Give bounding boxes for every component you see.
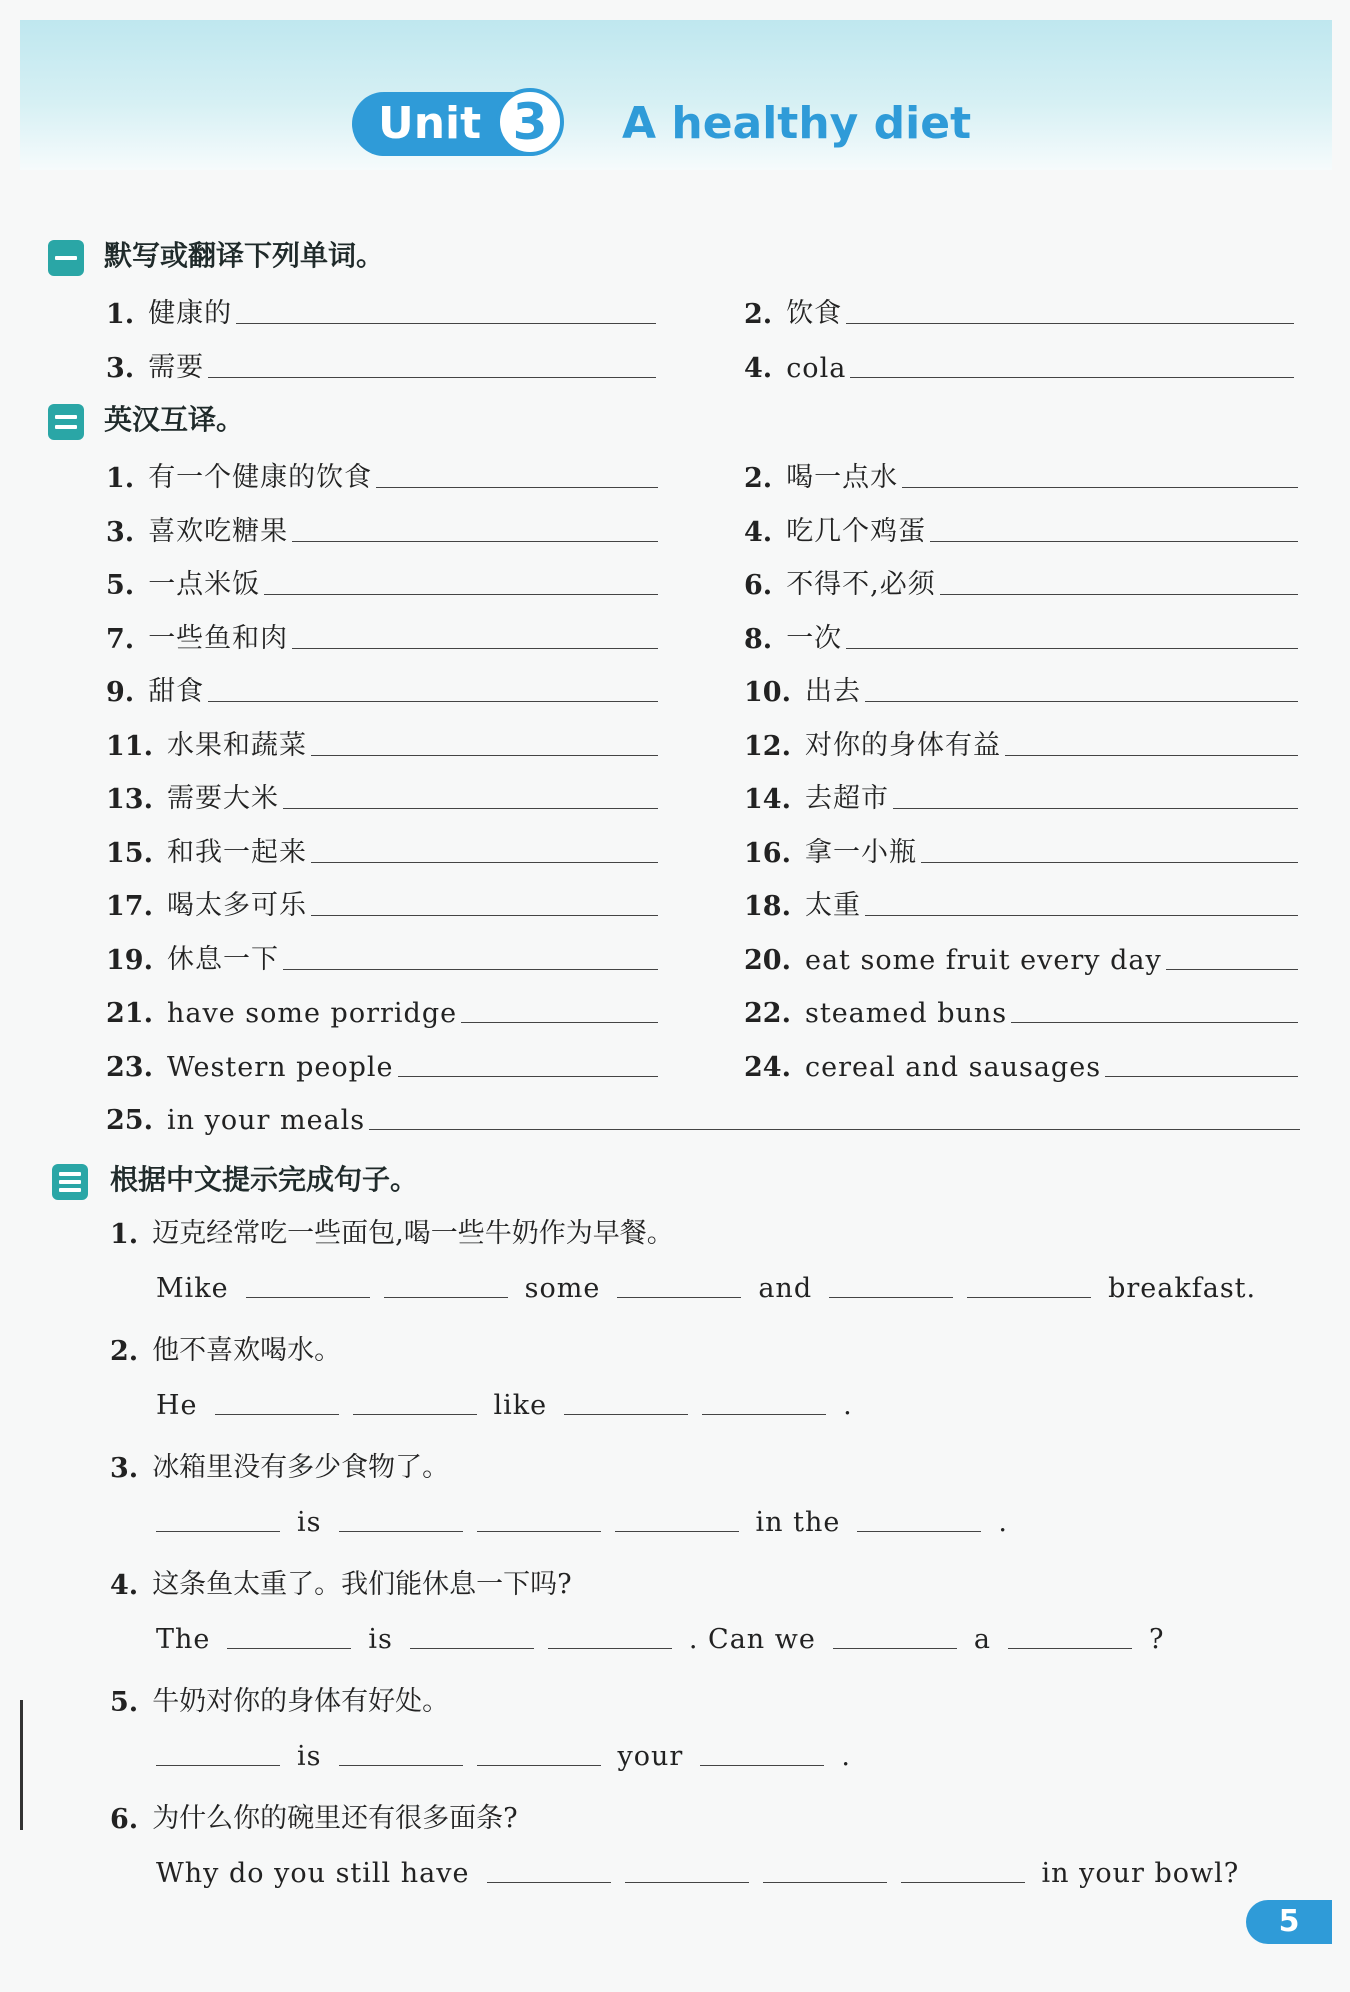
sentence-prompt xyxy=(110,1795,518,1835)
item-number: 12. xyxy=(744,730,791,762)
item-prompt: cereal and sausages xyxy=(804,1051,1102,1083)
answer-blank[interactable] xyxy=(236,322,656,324)
sentence-word: breakfast. xyxy=(1108,1273,1257,1304)
answer-blank[interactable] xyxy=(865,914,1298,916)
exercise-item xyxy=(744,290,1294,330)
answer-blank[interactable] xyxy=(1005,754,1298,756)
item-number: 2. xyxy=(744,463,773,494)
answer-blank[interactable] xyxy=(156,1764,280,1766)
exercise-item xyxy=(744,668,1298,708)
unit-number-circle: 3 xyxy=(496,88,564,156)
answer-blank[interactable] xyxy=(477,1764,601,1766)
exercise-item xyxy=(106,829,658,869)
item-number: 24. xyxy=(744,1051,791,1083)
item-prompt: 休息一下 xyxy=(166,943,279,975)
answer-blank[interactable] xyxy=(208,700,658,702)
item-number: 5. xyxy=(106,570,135,601)
item-prompt: 水果和蔬菜 xyxy=(166,729,307,761)
answer-blank[interactable] xyxy=(901,1881,1025,1883)
sentence-prompt xyxy=(110,1678,449,1718)
exercise-item xyxy=(106,454,658,494)
english-sentence xyxy=(156,1498,1018,1538)
item-number: 3. xyxy=(106,516,135,548)
item-prompt: 需要 xyxy=(148,352,205,383)
sentence-word: . xyxy=(841,1741,851,1772)
item-number: 2. xyxy=(110,1336,139,1367)
answer-blank[interactable] xyxy=(353,1413,477,1415)
chinese-hint: 他不喜欢喝水。 xyxy=(152,1335,342,1366)
item-number: 8. xyxy=(744,623,773,655)
answer-blank[interactable] xyxy=(283,807,658,809)
sentence-word: is xyxy=(297,1741,322,1772)
answer-blank[interactable] xyxy=(398,1075,659,1077)
answer-blank[interactable] xyxy=(930,540,1298,542)
exercise-item xyxy=(744,508,1298,548)
answer-blank[interactable] xyxy=(156,1530,280,1532)
sentence-word: He xyxy=(156,1390,198,1421)
item-prompt: 一次 xyxy=(786,622,843,654)
answer-blank[interactable] xyxy=(311,861,658,863)
english-sentence xyxy=(156,1849,1249,1889)
answer-blank[interactable] xyxy=(339,1764,463,1766)
answer-blank[interactable] xyxy=(902,486,1298,488)
answer-blank[interactable] xyxy=(369,1128,1300,1130)
answer-blank[interactable] xyxy=(829,1296,953,1298)
sentence-word: like xyxy=(493,1390,548,1421)
answer-blank[interactable] xyxy=(865,700,1298,702)
sentence-word: is xyxy=(297,1507,322,1538)
exercise-item xyxy=(744,989,1298,1029)
item-number: 10. xyxy=(744,677,791,708)
item-number: 1. xyxy=(106,299,135,330)
item-prompt: have some porridge xyxy=(166,998,458,1029)
answer-blank[interactable] xyxy=(564,1413,688,1415)
item-prompt: 和我一起来 xyxy=(166,836,307,868)
answer-blank[interactable] xyxy=(283,968,658,970)
answer-blank[interactable] xyxy=(487,1881,611,1883)
exercise-item xyxy=(744,936,1298,976)
item-number: 9. xyxy=(106,677,135,708)
item-prompt: 有一个健康的饮食 xyxy=(148,462,373,493)
sentence-word: The xyxy=(156,1624,211,1655)
exercise-item xyxy=(744,829,1298,869)
item-prompt: steamed buns xyxy=(804,998,1008,1029)
item-prompt: 喝太多可乐 xyxy=(166,890,307,921)
exercise-item xyxy=(106,1043,658,1083)
answer-blank[interactable] xyxy=(1105,1075,1298,1077)
english-sentence xyxy=(156,1615,1174,1655)
item-prompt: cola xyxy=(786,353,847,384)
sentence-prompt xyxy=(110,1210,674,1250)
sentence-word: a xyxy=(973,1624,991,1655)
exercise-item xyxy=(106,344,656,384)
exercise-item xyxy=(744,722,1298,762)
item-number: 25. xyxy=(106,1105,153,1136)
exercise-item xyxy=(744,561,1298,601)
item-number: 3. xyxy=(110,1453,139,1484)
item-prompt: eat some fruit every day xyxy=(804,944,1162,976)
sentence-word: some xyxy=(524,1273,601,1304)
item-number: 16. xyxy=(744,837,791,869)
answer-blank[interactable] xyxy=(921,861,1298,863)
answer-blank[interactable] xyxy=(617,1296,741,1298)
item-number: 5. xyxy=(110,1687,139,1718)
answer-blank[interactable] xyxy=(264,593,658,595)
item-number: 6. xyxy=(110,1804,139,1835)
answer-blank[interactable] xyxy=(410,1647,534,1649)
sentence-word: and xyxy=(758,1273,813,1304)
answer-blank[interactable] xyxy=(384,1296,508,1298)
answer-blank[interactable] xyxy=(292,540,658,542)
exercise-item xyxy=(106,561,658,601)
item-number: 23. xyxy=(106,1051,153,1083)
item-number: 4. xyxy=(110,1570,139,1601)
answer-blank[interactable] xyxy=(615,1530,739,1532)
item-prompt: 甜食 xyxy=(148,676,205,707)
answer-blank[interactable] xyxy=(227,1647,351,1649)
section-number-two-icon xyxy=(48,404,84,440)
answer-blank[interactable] xyxy=(208,376,656,378)
sentence-word: . Can we xyxy=(688,1624,816,1655)
chinese-hint: 为什么你的碗里还有很多面条? xyxy=(152,1803,518,1834)
answer-blank[interactable] xyxy=(461,1021,658,1023)
answer-blank[interactable] xyxy=(548,1647,672,1649)
exercise-item xyxy=(106,290,656,330)
section-title: 默写或翻译下列单词。 xyxy=(104,239,385,272)
item-prompt: 出去 xyxy=(804,676,861,707)
item-prompt: 一点米饭 xyxy=(148,569,261,600)
exercise-item xyxy=(106,1096,1300,1136)
exercise-item xyxy=(744,615,1298,655)
item-number: 2. xyxy=(744,299,773,330)
answer-blank[interactable] xyxy=(940,593,1298,595)
answer-blank[interactable] xyxy=(1011,1021,1298,1023)
exercise-item xyxy=(106,936,658,976)
sentence-prompt xyxy=(110,1444,449,1484)
item-prompt: 喜欢吃糖果 xyxy=(148,515,289,547)
answer-blank[interactable] xyxy=(763,1881,887,1883)
item-prompt: 不得不,必须 xyxy=(786,569,936,600)
exercise-item xyxy=(106,882,658,922)
exercise-item xyxy=(106,775,658,815)
answer-blank[interactable] xyxy=(702,1413,826,1415)
item-number: 19. xyxy=(106,944,153,976)
answer-blank[interactable] xyxy=(833,1647,957,1649)
item-prompt: Western people xyxy=(166,1051,394,1083)
item-prompt: 太重 xyxy=(804,890,861,921)
english-sentence xyxy=(156,1381,863,1421)
exercise-item xyxy=(106,668,658,708)
answer-blank[interactable] xyxy=(477,1530,601,1532)
english-sentence xyxy=(156,1732,861,1772)
item-prompt: 对你的身体有益 xyxy=(804,729,1001,761)
section-title: 英汉互译。 xyxy=(104,403,245,436)
section-title: 根据中文提示完成句子。 xyxy=(110,1163,419,1196)
sentence-prompt xyxy=(110,1561,572,1601)
sentence-word: . xyxy=(843,1390,853,1421)
chinese-hint: 牛奶对你的身体有好处。 xyxy=(152,1686,450,1717)
section-number-one-icon xyxy=(48,240,84,276)
chinese-hint: 这条鱼太重了。我们能休息一下吗? xyxy=(152,1569,572,1600)
exercise-item xyxy=(744,454,1298,494)
sentence-word: ? xyxy=(1148,1624,1165,1655)
item-number: 14. xyxy=(744,784,791,815)
sentence-word: in your bowl? xyxy=(1041,1858,1240,1889)
answer-blank[interactable] xyxy=(292,647,658,649)
item-number: 13. xyxy=(106,784,153,815)
sentence-word: in the xyxy=(755,1507,841,1538)
english-sentence xyxy=(156,1264,1266,1304)
answer-blank[interactable] xyxy=(857,1530,981,1532)
sentence-word: your xyxy=(617,1741,684,1772)
item-prompt: 去超市 xyxy=(804,783,889,814)
item-number: 18. xyxy=(744,891,791,922)
item-number: 21. xyxy=(106,998,153,1029)
page-number: 5 xyxy=(1246,1900,1332,1944)
answer-blank[interactable] xyxy=(215,1413,339,1415)
exercise-item xyxy=(106,615,658,655)
item-number: 1. xyxy=(106,463,135,494)
item-prompt: 拿一小瓶 xyxy=(804,836,917,868)
chinese-hint: 冰箱里没有多少食物了。 xyxy=(152,1452,450,1483)
sentence-word: Mike xyxy=(156,1273,229,1304)
item-number: 7. xyxy=(106,623,135,655)
unit-title: A healthy diet xyxy=(622,98,972,149)
chinese-hint: 迈克经常吃一些面包,喝一些牛奶作为早餐。 xyxy=(152,1218,674,1249)
item-number: 17. xyxy=(106,891,153,922)
exercise-item xyxy=(744,775,1298,815)
exercise-item xyxy=(106,989,658,1029)
answer-blank[interactable] xyxy=(850,376,1294,378)
answer-blank[interactable] xyxy=(246,1296,370,1298)
item-number: 15. xyxy=(106,837,153,869)
item-prompt: 一些鱼和肉 xyxy=(148,622,289,654)
answer-blank[interactable] xyxy=(376,486,658,488)
exercise-item xyxy=(106,508,658,548)
answer-blank[interactable] xyxy=(339,1530,463,1532)
sentence-word: . xyxy=(998,1507,1008,1538)
sentence-word: is xyxy=(368,1624,393,1655)
section-number-three-icon xyxy=(52,1164,88,1200)
exercise-item xyxy=(744,1043,1298,1083)
answer-blank[interactable] xyxy=(311,914,658,916)
item-number: 1. xyxy=(110,1219,139,1250)
item-prompt: in your meals xyxy=(166,1105,366,1136)
answer-blank[interactable] xyxy=(846,647,1298,649)
exercise-item xyxy=(744,882,1298,922)
answer-blank[interactable] xyxy=(625,1881,749,1883)
answer-blank[interactable] xyxy=(1008,1647,1132,1649)
item-number: 4. xyxy=(744,353,773,384)
unit-badge: Unit xyxy=(352,92,562,156)
item-prompt: 健康的 xyxy=(148,298,233,329)
answer-blank[interactable] xyxy=(700,1764,824,1766)
item-number: 6. xyxy=(744,570,773,601)
item-number: 22. xyxy=(744,998,791,1029)
answer-blank[interactable] xyxy=(311,754,658,756)
answer-blank[interactable] xyxy=(967,1296,1091,1298)
answer-blank[interactable] xyxy=(893,807,1298,809)
exercise-item xyxy=(744,344,1294,384)
item-prompt: 吃几个鸡蛋 xyxy=(786,515,927,547)
item-prompt: 喝一点水 xyxy=(786,462,899,493)
sentence-prompt xyxy=(110,1327,341,1367)
answer-blank[interactable] xyxy=(846,322,1294,324)
sentence-word: Why do you still have xyxy=(156,1858,470,1889)
item-number: 3. xyxy=(106,353,135,384)
item-prompt: 需要大米 xyxy=(166,783,279,814)
item-number: 4. xyxy=(744,516,773,548)
page-edge-mark xyxy=(20,1700,23,1830)
item-number: 11. xyxy=(106,730,153,762)
answer-blank[interactable] xyxy=(1166,968,1298,970)
item-prompt: 饮食 xyxy=(786,298,843,329)
item-number: 20. xyxy=(744,944,791,976)
exercise-item xyxy=(106,722,658,762)
